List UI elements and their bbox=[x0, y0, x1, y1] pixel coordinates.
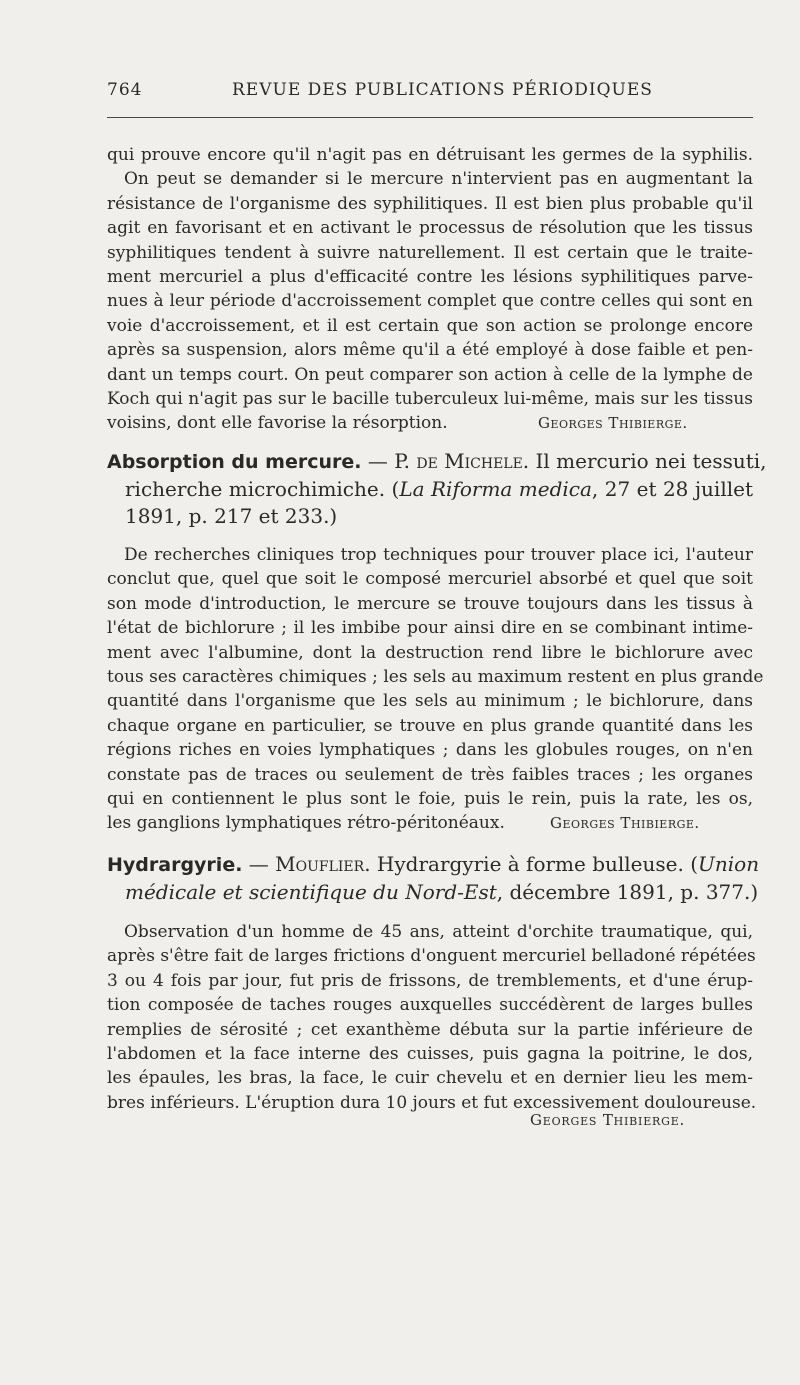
heading-text: Hydrargyrie à forme bulleuse. ( bbox=[370, 852, 699, 876]
heading-line bbox=[107, 448, 767, 476]
journal-title: La Riforma medica bbox=[399, 477, 592, 501]
article-heading bbox=[107, 851, 760, 906]
text-line: Observation d'un homme de 45 ans, atteint d'orchite traumatique, qui, bbox=[124, 922, 753, 942]
text-line: conclut que, quel que soit le composé mercuriel absorbé et quel que soit bbox=[107, 569, 753, 590]
journal-title: Union bbox=[698, 852, 760, 876]
heading-line bbox=[107, 851, 760, 879]
text-line: quantité dans l'organisme que les sels au minimum ; le bichlorure, dans bbox=[107, 691, 753, 712]
text-line: qui prouve encore qu'il n'agit pas en détruisant les germes de la syphilis. bbox=[107, 145, 753, 165]
text-line: bres inférieurs. L'éruption dura 10 jours et fut excessivement douloureuse. bbox=[107, 1092, 757, 1113]
text-line: résistance de l'organisme des syphilitiques. Il est bien plus probable qu'il bbox=[107, 193, 753, 214]
text-line-with-signature bbox=[107, 811, 753, 835]
heading-line: 1891, p. 217 et 233.) bbox=[125, 504, 338, 528]
text-line: remplies de sérosité ; cet exanthème débuta sur la partie inférieure de bbox=[107, 1019, 753, 1040]
text-line: régions riches en voies lymphatiques ; dans les globules rouges, on n'en bbox=[107, 740, 753, 761]
text-line: voie d'accroissement, et il est certain que son action se prolonge encore bbox=[107, 315, 753, 336]
text-line: les ganglions lymphatiques rétro-péritonéaux. bbox=[107, 813, 505, 834]
text-line: nues à leur période d'accroissement complet que contre celles qui sont en bbox=[107, 291, 753, 312]
text-line: l'état de bichlorure ; il les imbibe pour ainsi dire en se combinant intime- bbox=[107, 618, 753, 639]
text-line: syphilitiques tendent à suivre naturellement. Il est certain que le traite- bbox=[107, 242, 753, 263]
heading-line bbox=[107, 879, 759, 906]
text-line: qui en contiennent le plus sont le foie, puis le rein, puis la rate, les os, bbox=[107, 789, 753, 810]
text-line: tion composée de taches rouges auxquelles succédèrent de larges bulles bbox=[107, 995, 753, 1016]
header-rule bbox=[107, 117, 753, 118]
heading-dash: — bbox=[242, 852, 276, 876]
text-line-with-signature bbox=[107, 411, 753, 435]
signature: Georges Thibierge. bbox=[530, 1111, 686, 1129]
text-line: dant un temps court. On peut comparer son action à celle de la lymphe de bbox=[107, 364, 753, 385]
heading-text: richerche microchimiche. ( bbox=[125, 477, 400, 501]
text-line: 3 ou 4 fois par jour, fut pris de frissons, de tremblements, et d'une érup- bbox=[107, 970, 753, 991]
text-line: Koch qui n'agit pas sur le bacille tuberculeux lui-même, mais sur les tissus bbox=[107, 389, 753, 410]
heading-text: Il mercurio nei tessuti, bbox=[529, 449, 767, 473]
article-author: Mouflier. bbox=[275, 852, 371, 876]
running-head bbox=[107, 80, 753, 110]
text-line: On peut se demander si le mercure n'intervient pas en augmentant la bbox=[124, 169, 753, 190]
article-title: Hydrargyrie. bbox=[107, 854, 243, 876]
continued-paragraph bbox=[107, 143, 753, 436]
heading-dash: — bbox=[361, 449, 395, 473]
text-line: tous ses caractères chimiques ; les sels au maximum restent en plus grande bbox=[107, 667, 764, 688]
article-title: Absorption du mercure. bbox=[107, 451, 362, 473]
text-line: voisins, dont elle favorise la résorption. bbox=[107, 413, 448, 434]
text-line: De recherches cliniques trop techniques pour trouver place ici, l'auteur bbox=[124, 545, 753, 565]
article-author: P. de Michele. bbox=[394, 449, 530, 473]
heading-line bbox=[107, 476, 753, 503]
text-line: chaque organe en particulier, se trouve en plus grande quantité dans les bbox=[107, 715, 753, 736]
article-body bbox=[107, 543, 764, 836]
heading-text: , 27 et 28 juillet bbox=[591, 477, 753, 501]
text-line: constate pas de traces ou seulement de très faibles traces ; les organes bbox=[107, 764, 753, 785]
text-line: après s'être fait de larges frictions d'onguent mercuriel belladoné répétées bbox=[107, 946, 756, 967]
heading-text: , décembre 1891, p. 377.) bbox=[496, 880, 759, 904]
text-line: ment avec l'albumine, dont la destruction rend libre le bichlorure avec bbox=[107, 642, 753, 663]
text-line: son mode d'introduction, le mercure se trouve toujours dans les tissus à bbox=[107, 593, 753, 614]
text-line: agit en favorisant et en activant le processus de résolution que les tissus bbox=[107, 218, 753, 239]
journal-title: médicale et scientifique du Nord-Est bbox=[125, 880, 497, 904]
page-number: 764 bbox=[107, 80, 143, 100]
text-line: l'abdomen et la face interne des cuisses, puis gagna la poitrine, le dos, bbox=[107, 1044, 753, 1065]
text-line: ment mercuriel a plus d'efficacité contre les lésions syphilitiques parve- bbox=[107, 267, 753, 288]
running-title: REVUE DES PUBLICATIONS PÉRIODIQUES bbox=[232, 80, 653, 100]
signature: Georges Thibierge. bbox=[550, 814, 700, 833]
text-line: après sa suspension, alors même qu'il a été employé à dose faible et pen- bbox=[107, 340, 753, 361]
article-heading bbox=[107, 448, 767, 530]
article-body bbox=[107, 920, 757, 1115]
signature: Georges Thibierge. bbox=[538, 414, 688, 433]
text-line: les épaules, les bras, la face, le cuir chevelu et en dernier lieu les mem- bbox=[107, 1068, 753, 1089]
